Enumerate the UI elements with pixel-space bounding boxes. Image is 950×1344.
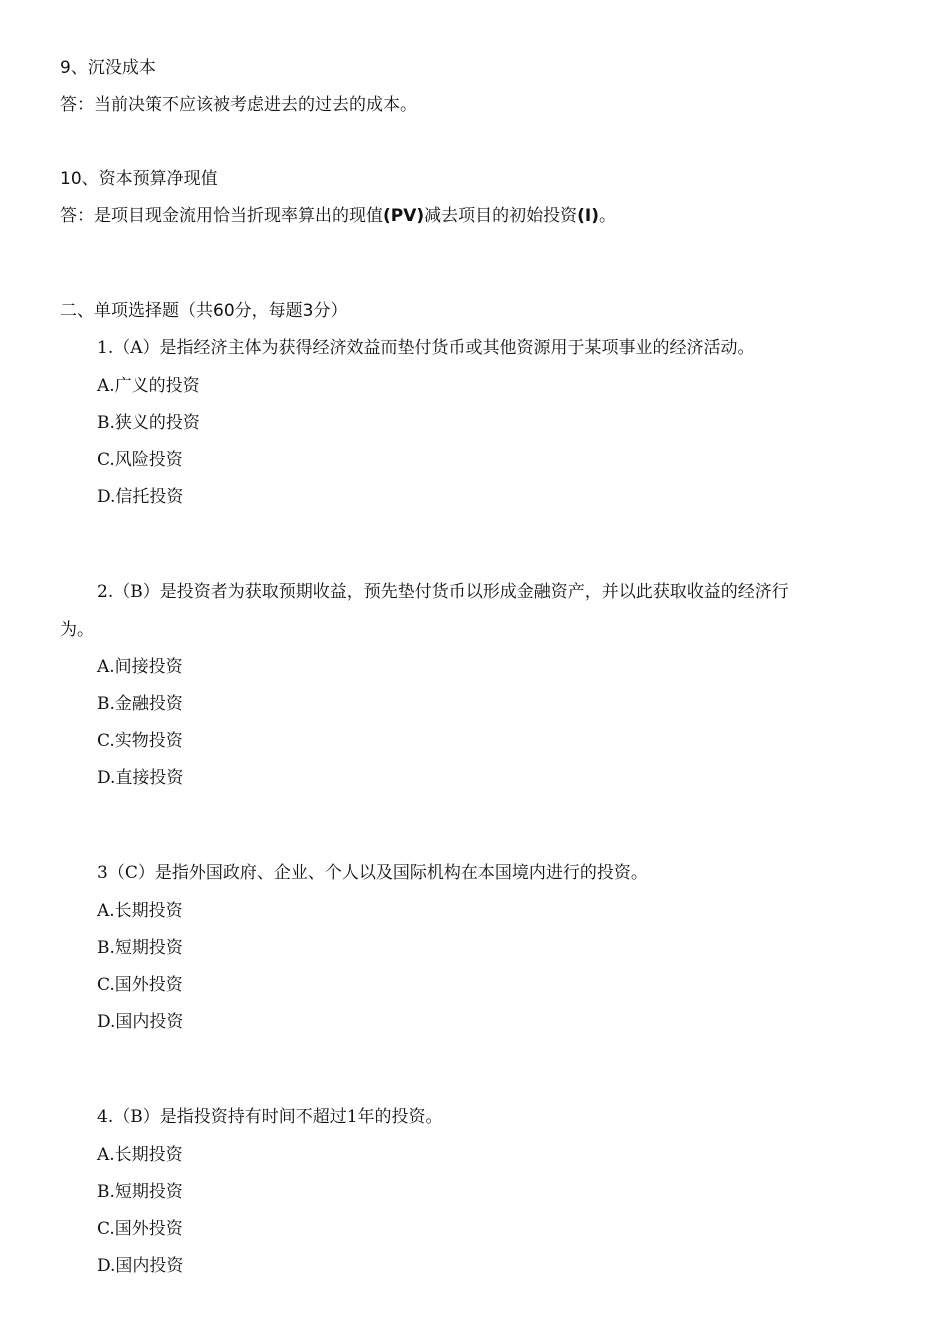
question-3-option-b: B.短期投资: [97, 938, 183, 958]
term-10-answer: [60, 208, 616, 225]
term-10-answer-text-2: 减去项目的初始投资: [424, 206, 578, 226]
term-10-answer-text: 答：是项目现金流用恰当折现率算出的现值: [60, 206, 383, 226]
question-4-option-c: C.国外投资: [97, 1219, 183, 1239]
question-1-stem: 1.（A）是指经济主体为获得经济效益而垫付货币或其他资源用于某项事业的经济活动。: [97, 338, 755, 358]
question-4-option-d: D.国内投资: [97, 1256, 184, 1276]
question-1-option-a: A.广义的投资: [97, 376, 200, 396]
question-3-option-d: D.国内投资: [97, 1012, 184, 1032]
question-4-stem: 4.（B）是指投资持有时间不超过1年的投资。: [97, 1107, 443, 1127]
question-2-option-d: D.直接投资: [97, 768, 184, 788]
question-2-stem-cont: 为。: [60, 620, 94, 640]
question-2-option-a: A.间接投资: [97, 657, 183, 677]
term-10-answer-end: 。: [599, 206, 617, 226]
question-3-option-c: C.国外投资: [97, 975, 183, 995]
term-9-answer: 答：当前决策不应该被考虑进去的过去的成本。: [60, 95, 417, 115]
question-4-option-b: B.短期投资: [97, 1182, 183, 1202]
question-2-stem: 2.（B）是投资者为获取预期收益，预先垫付货币以形成金融资产，并以此获取收益的经济行: [97, 582, 789, 602]
question-3-option-a: A.长期投资: [97, 901, 183, 921]
section-title: 二、单项选择题（共60分，每题3分）: [60, 301, 348, 321]
question-1-option-c: C.风险投资: [97, 450, 183, 470]
question-2-option-c: C.实物投资: [97, 731, 183, 751]
question-3-stem: 3（C）是指外国政府、企业、个人以及国际机构在本国境内进行的投资。: [97, 863, 648, 883]
question-2-option-b: B.金融投资: [97, 694, 183, 714]
question-1-option-b: B.狭义的投资: [97, 413, 200, 433]
question-4-option-a: A.长期投资: [97, 1145, 183, 1165]
term-10-title: 10、资本预算净现值: [60, 169, 218, 189]
term-10-answer-i: (I): [577, 206, 600, 226]
term-10-answer-pv: (PV): [383, 206, 425, 226]
question-1-option-d: D.信托投资: [97, 487, 184, 507]
term-9-title: 9、沉没成本: [60, 58, 156, 78]
